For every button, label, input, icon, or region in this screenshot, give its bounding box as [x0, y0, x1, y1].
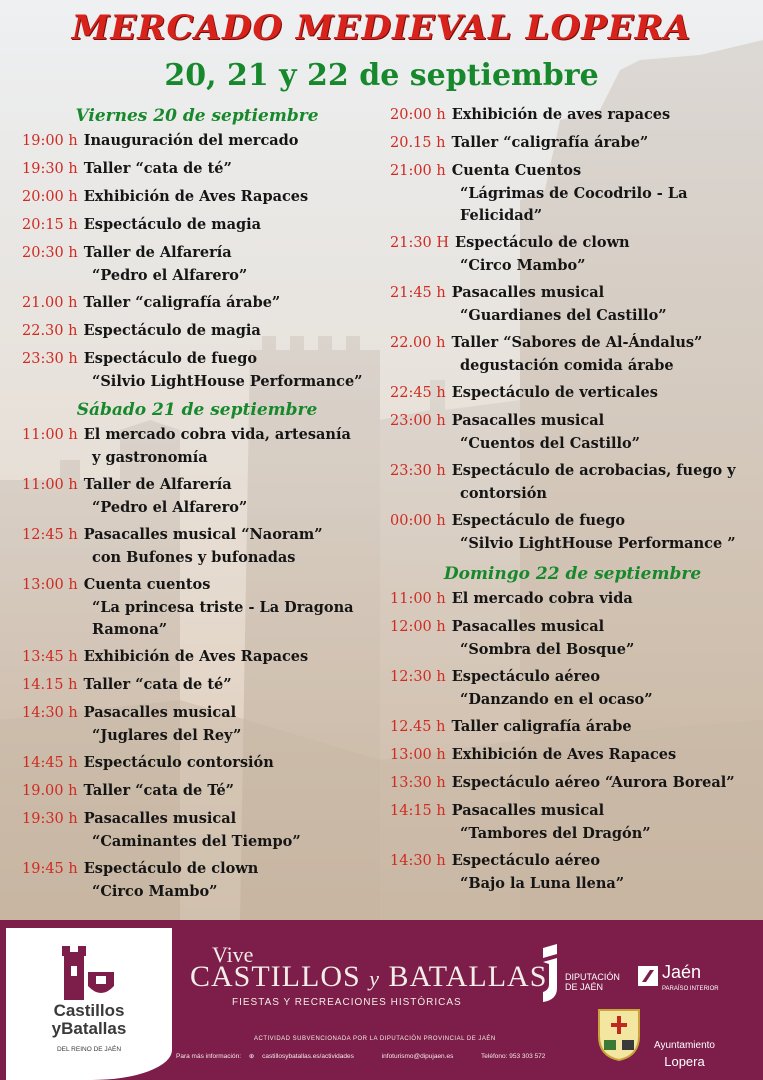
event-time: 12:00 h	[390, 619, 446, 635]
event-time: 13:45 h	[22, 649, 78, 665]
logo-title	[6, 1002, 172, 1038]
diputacion-text	[565, 972, 620, 992]
ayuntamiento-line-1: Ayuntamiento	[654, 1040, 715, 1051]
event-detail: “Pedro el Alfarero”	[92, 499, 248, 516]
schedule-event	[390, 281, 755, 327]
schedule-left-column	[22, 103, 372, 903]
schedule-event	[22, 291, 372, 315]
event-name: Taller caligrafía árabe	[451, 718, 632, 735]
event-name: Espectáculo de magia	[83, 216, 262, 233]
schedule-event	[390, 587, 755, 611]
day-header-saturday: Sábado 21 de septiembre	[76, 400, 318, 420]
sponsors-footer	[0, 920, 763, 1080]
schedule-event	[390, 509, 755, 555]
event-time: 19:45 h	[22, 861, 78, 877]
event-name: El mercado cobra vida, artesanía	[83, 426, 351, 443]
diputacion-line-2: DE JAÉN	[565, 982, 604, 992]
event-time: 13:30 h	[390, 775, 446, 791]
schedule-event	[22, 347, 372, 393]
schedule-event	[390, 159, 755, 227]
schedule-event	[22, 241, 372, 287]
event-detail: degustación comida árabe	[460, 357, 674, 374]
schedule-event	[390, 331, 755, 377]
event-name: Espectáculo aéreo “Aurora Boreal”	[451, 774, 735, 791]
event-name: Espectáculo de fuego	[451, 512, 626, 529]
logo-subtitle: DEL REINO DE JAÉN	[56, 1046, 122, 1053]
jaen-logo-icon	[638, 966, 658, 986]
event-name: El mercado cobra vida	[451, 590, 633, 607]
schedule-event	[22, 857, 372, 903]
event-detail: “Circo Mambo”	[92, 883, 218, 900]
event-time: 23:00 h	[390, 413, 446, 429]
day-header-friday: Viernes 20 de septiembre	[75, 106, 319, 126]
event-detail: “Danzando en el ocaso”	[460, 691, 653, 708]
event-time: 21:30 H	[390, 235, 450, 251]
event-time: 21.00 h	[22, 295, 78, 311]
castillos-batallas-logo	[6, 928, 172, 1080]
contact-info	[176, 1052, 551, 1060]
event-time: 21:00 h	[390, 163, 446, 179]
globe-icon: ⊕	[248, 1053, 255, 1060]
event-name: Taller “cata de Té”	[83, 782, 235, 799]
schedule-event	[22, 523, 372, 569]
info-label: Para más información:	[176, 1053, 242, 1060]
event-detail: “Tambores del Dragón”	[460, 825, 651, 842]
event-time: 21:45 h	[390, 285, 446, 301]
event-name: Espectáculo de clown	[455, 234, 630, 251]
event-name: Espectáculo de verticales	[451, 384, 658, 401]
event-time: 20.15 h	[390, 135, 446, 151]
sunday-events	[390, 587, 755, 895]
event-time: 14:30 h	[22, 705, 78, 721]
event-name: Taller de Alfarería	[83, 244, 232, 261]
event-time: 14:15 h	[390, 803, 446, 819]
event-detail: “Guardianes del Castillo”	[460, 307, 667, 324]
schedule-event	[22, 473, 372, 519]
castle-tower-icon	[54, 942, 124, 1002]
schedule-event	[22, 129, 372, 153]
event-name: Espectáculo de acrobacias, fuego y	[451, 462, 736, 479]
schedule-event	[22, 213, 372, 237]
day-header-sunday: Domingo 22 de septiembre	[443, 564, 702, 584]
jaen-tagline: PARAÍSO INTERIOR	[662, 986, 719, 992]
event-time: 19:00 h	[22, 133, 78, 149]
event-detail: “Cuentos del Castillo”	[460, 435, 641, 452]
event-name: Espectáculo aéreo	[451, 852, 600, 869]
event-name: Espectáculo aéreo	[451, 668, 600, 685]
event-time: 19.00 h	[22, 783, 78, 799]
schedule-event	[390, 743, 755, 767]
event-name: Taller “cata de té”	[83, 160, 232, 177]
event-name: Espectáculo de clown	[83, 860, 259, 877]
schedule-event	[390, 459, 755, 505]
event-name: Pasacalles musical	[83, 810, 237, 827]
event-detail: “Juglares del Rey”	[92, 727, 242, 744]
event-name: Taller “Sabores de Al-Ándalus”	[451, 334, 703, 351]
event-name: Espectáculo de magia	[83, 322, 261, 339]
event-time: 19:30 h	[22, 811, 78, 827]
event-time: 19:30 h	[22, 161, 78, 177]
schedule-event	[22, 573, 372, 641]
event-name: Exhibición de Aves Rapaces	[83, 188, 309, 205]
schedule-event	[22, 807, 372, 853]
saturday-evening-events	[390, 103, 755, 555]
event-time: 14:45 h	[22, 755, 78, 771]
ayuntamiento-line-2: Lopera	[664, 1054, 705, 1069]
event-detail: y gastronomía	[92, 449, 208, 466]
event-dates: 20, 21 y 22 de septiembre	[164, 58, 599, 93]
jaen-brand: Jaén	[662, 962, 702, 982]
event-time: 22:45 h	[390, 385, 446, 401]
event-name: Pasacalles musical	[83, 704, 237, 721]
logo-line-2: yBatallas	[51, 1019, 127, 1038]
event-detail: “Silvio LightHouse Performance ”	[460, 535, 736, 552]
event-time: 20:00 h	[390, 107, 446, 123]
event-time: 11:00 h	[22, 477, 78, 493]
event-name: Pasacalles musical “Naoram”	[83, 526, 323, 543]
event-time: 22.00 h	[390, 335, 446, 351]
event-name: Inauguración del mercado	[83, 132, 299, 149]
saturday-events	[22, 423, 372, 903]
event-time: 23:30 h	[22, 351, 78, 367]
phone-number: Teléfono: 953 303 572	[481, 1053, 546, 1060]
wordmark-castillos: CASTILLOS	[190, 960, 361, 993]
event-time: 14.15 h	[22, 677, 78, 693]
event-time: 00:00 h	[390, 513, 446, 529]
event-time: 11:00 h	[390, 591, 446, 607]
event-time: 20:30 h	[22, 245, 78, 261]
page-title: MERCADO MEDIEVAL LOPERA	[71, 8, 692, 48]
event-detail: “Lágrimas de Cocodrilo - La Felicidad”	[460, 185, 688, 224]
schedule-event	[22, 701, 372, 747]
schedule-event	[390, 615, 755, 661]
event-detail: “La princesa triste - La Dragona Ramona”	[92, 599, 354, 638]
schedule-event	[22, 423, 372, 469]
event-time: 12:45 h	[22, 527, 78, 543]
schedule-event	[390, 103, 755, 127]
event-detail: “Pedro el Alfarero”	[92, 267, 248, 284]
event-name: Taller “caligrafía árabe”	[451, 134, 649, 151]
event-detail: “Sombra del Bosque”	[460, 641, 635, 658]
event-name: Pasacalles musical	[451, 412, 605, 429]
schedule-event	[390, 665, 755, 711]
event-time: 22.30 h	[22, 323, 78, 339]
event-detail: contorsión	[460, 485, 547, 502]
event-time: 20:00 h	[22, 189, 78, 205]
event-name: Taller “caligrafía árabe”	[83, 294, 281, 311]
event-name: Taller “cata de té”	[83, 676, 232, 693]
event-name: Exhibición de Aves Rapaces	[451, 746, 677, 763]
event-name: Pasacalles musical	[451, 618, 605, 635]
event-detail: “Silvio LightHouse Performance”	[92, 373, 363, 390]
event-time: 14:30 h	[390, 853, 446, 869]
event-time: 13:00 h	[390, 747, 446, 763]
schedule-event	[390, 381, 755, 405]
schedule-event	[390, 799, 755, 845]
diputacion-logo-icon	[537, 944, 561, 1004]
website-link[interactable]: castillosybatallas.es/actividades	[262, 1053, 354, 1060]
event-time: 13:00 h	[22, 577, 78, 593]
schedule-event	[22, 751, 372, 775]
schedule-event	[390, 409, 755, 455]
event-name: Cuenta cuentos	[83, 576, 211, 593]
schedule-event	[22, 645, 372, 669]
schedule-event	[22, 673, 372, 697]
friday-events	[22, 129, 372, 393]
event-detail: “Caminantes del Tiempo”	[92, 833, 301, 850]
schedule-event	[22, 319, 372, 343]
ayuntamiento-label	[654, 1038, 715, 1072]
schedule-event	[22, 779, 372, 803]
event-name: Taller de Alfarería	[83, 476, 232, 493]
schedule-right-column	[390, 103, 755, 895]
diputacion-line-1: DIPUTACIÓN	[565, 972, 620, 982]
event-detail: “Bajo la Luna llena”	[460, 875, 625, 892]
wordmark-batallas: BATALLAS	[388, 960, 548, 993]
lopera-coat-of-arms-icon	[596, 1006, 642, 1062]
event-time: 12:30 h	[390, 669, 446, 685]
email-link[interactable]: infoturismo@dipujaen.es	[381, 1053, 454, 1060]
schedule-event	[390, 849, 755, 895]
fiestas-tagline: FIESTAS Y RECREACIONES HISTÓRICAS	[232, 997, 462, 1008]
schedule-event	[390, 231, 755, 277]
event-time: 12.45 h	[390, 719, 446, 735]
wordmark-y: y	[369, 966, 380, 991]
castillos-batallas-wordmark	[190, 960, 547, 994]
schedule-event	[22, 185, 372, 209]
schedule-event	[390, 715, 755, 739]
schedule-event	[22, 157, 372, 181]
event-name: Exhibición de aves rapaces	[451, 106, 671, 123]
event-name: Exhibición de Aves Rapaces	[83, 648, 309, 665]
event-name: Pasacalles musical	[451, 802, 605, 819]
event-time: 23:30 h	[390, 463, 446, 479]
subvencion-note: ACTIVIDAD SUBVENCIONADA POR LA DIPUTACIÓN PROVINCIAL DE JAÉN	[254, 1036, 496, 1042]
event-name: Espectáculo contorsión	[83, 754, 274, 771]
schedule-event	[390, 131, 755, 155]
event-time: 11:00 h	[22, 427, 78, 443]
vive-label: Vive	[212, 942, 254, 967]
event-name: Pasacalles musical	[451, 284, 605, 301]
event-detail: “Circo Mambo”	[460, 257, 586, 274]
schedule-event	[390, 771, 755, 795]
event-name: Cuenta Cuentos	[451, 162, 582, 179]
event-name: Espectáculo de fuego	[83, 350, 258, 367]
logo-line-1: Castillos	[53, 1001, 125, 1020]
event-time: 20:15 h	[22, 217, 78, 233]
event-detail: con Bufones y bufonadas	[92, 549, 296, 566]
